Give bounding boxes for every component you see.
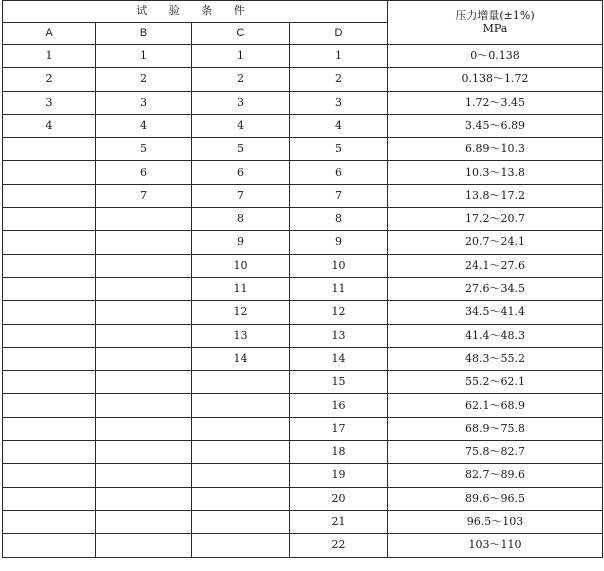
cell-d: 14 <box>290 347 388 370</box>
cell-pressure-range: 68.9～75.8 <box>388 417 603 440</box>
cell-b <box>96 301 192 324</box>
column-header-b: B <box>96 23 192 45</box>
cell-d: 21 <box>290 510 388 533</box>
cell-b: 4 <box>96 114 192 137</box>
cell-d: 2 <box>290 68 388 91</box>
table-row <box>3 394 603 417</box>
cell-d: 19 <box>290 464 388 487</box>
table-row <box>3 138 603 161</box>
cell-c: 9 <box>192 231 290 254</box>
cell-c <box>192 371 290 394</box>
column-header-c: C <box>192 23 290 45</box>
pressure-header-unit: MPa <box>482 21 508 35</box>
cell-c: 14 <box>192 347 290 370</box>
cell-pressure-range: 10.3～13.8 <box>388 161 603 184</box>
cell-c: 6 <box>192 161 290 184</box>
cell-d: 12 <box>290 301 388 324</box>
cell-c: 1 <box>192 45 290 68</box>
table-row <box>3 114 603 137</box>
column-header-a: A <box>3 23 96 45</box>
test-conditions-table <box>2 0 603 558</box>
table-row <box>3 487 603 510</box>
cell-a <box>3 277 96 300</box>
cell-d: 22 <box>290 534 388 557</box>
cell-b: 6 <box>96 161 192 184</box>
cell-a <box>3 208 96 231</box>
cell-a <box>3 534 96 557</box>
cell-pressure-range: 96.5～103 <box>388 510 603 533</box>
cell-pressure-range: 1.72～3.45 <box>388 91 603 114</box>
cell-d: 10 <box>290 254 388 277</box>
cell-pressure-range: 0～0.138 <box>388 45 603 68</box>
table-row <box>3 464 603 487</box>
cell-pressure-range: 6.89～10.3 <box>388 138 603 161</box>
cell-d: 13 <box>290 324 388 347</box>
table-row <box>3 347 603 370</box>
cell-pressure-range: 17.2～20.7 <box>388 208 603 231</box>
cell-b <box>96 277 192 300</box>
cell-b <box>96 347 192 370</box>
cell-pressure-range: 89.6～96.5 <box>388 487 603 510</box>
cell-c <box>192 510 290 533</box>
cell-c: 5 <box>192 138 290 161</box>
cell-b <box>96 208 192 231</box>
table-row <box>3 254 603 277</box>
cell-b <box>96 534 192 557</box>
table-row <box>3 91 603 114</box>
cell-d: 5 <box>290 138 388 161</box>
cell-a <box>3 441 96 464</box>
cell-d: 15 <box>290 371 388 394</box>
cell-b <box>96 324 192 347</box>
cell-b <box>96 254 192 277</box>
cell-d: 18 <box>290 441 388 464</box>
cell-pressure-range: 27.6～34.5 <box>388 277 603 300</box>
cell-c <box>192 464 290 487</box>
cell-b <box>96 394 192 417</box>
cell-d: 9 <box>290 231 388 254</box>
table-row <box>3 534 603 557</box>
cell-b <box>96 441 192 464</box>
cell-c <box>192 417 290 440</box>
table-row <box>3 417 603 440</box>
cell-a <box>3 231 96 254</box>
cell-a: 4 <box>3 114 96 137</box>
table-row <box>3 371 603 394</box>
cell-pressure-range: 24.1～27.6 <box>388 254 603 277</box>
table-row <box>3 441 603 464</box>
table-row <box>3 510 603 533</box>
cell-c: 8 <box>192 208 290 231</box>
cell-c: 2 <box>192 68 290 91</box>
cell-pressure-range: 41.4～48.3 <box>388 324 603 347</box>
cell-d: 7 <box>290 184 388 207</box>
cell-a <box>3 487 96 510</box>
cell-a <box>3 184 96 207</box>
cell-d: 3 <box>290 91 388 114</box>
cell-a: 3 <box>3 91 96 114</box>
cell-b: 1 <box>96 45 192 68</box>
cell-b: 7 <box>96 184 192 207</box>
cell-d: 6 <box>290 161 388 184</box>
cell-c <box>192 441 290 464</box>
cell-a <box>3 324 96 347</box>
cell-c <box>192 394 290 417</box>
cell-d: 20 <box>290 487 388 510</box>
cell-a <box>3 417 96 440</box>
table-row <box>3 231 603 254</box>
cell-a <box>3 161 96 184</box>
table-row <box>3 277 603 300</box>
table-row <box>3 68 603 91</box>
cell-pressure-range: 13.8～17.2 <box>388 184 603 207</box>
cell-d: 1 <box>290 45 388 68</box>
cell-c <box>192 487 290 510</box>
pressure-header-label: 压力增量(±1%) <box>455 9 535 23</box>
cell-c: 3 <box>192 91 290 114</box>
table-row <box>3 184 603 207</box>
pressure-increment-header <box>388 1 603 45</box>
cell-pressure-range: 103～110 <box>388 534 603 557</box>
cell-a <box>3 464 96 487</box>
cell-a <box>3 301 96 324</box>
cell-b <box>96 464 192 487</box>
cell-a: 1 <box>3 45 96 68</box>
cell-b <box>96 487 192 510</box>
cell-c: 4 <box>192 114 290 137</box>
table-row <box>3 301 603 324</box>
table-row <box>3 161 603 184</box>
cell-pressure-range: 55.2～62.1 <box>388 371 603 394</box>
cell-b <box>96 510 192 533</box>
cell-c <box>192 534 290 557</box>
cell-c: 10 <box>192 254 290 277</box>
cell-d: 16 <box>290 394 388 417</box>
cell-a <box>3 138 96 161</box>
cell-d: 11 <box>290 277 388 300</box>
cell-pressure-range: 3.45～6.89 <box>388 114 603 137</box>
cell-a <box>3 254 96 277</box>
column-header-d: D <box>290 23 388 45</box>
cell-pressure-range: 82.7～89.6 <box>388 464 603 487</box>
cell-pressure-range: 62.1～68.9 <box>388 394 603 417</box>
cell-c: 7 <box>192 184 290 207</box>
cell-pressure-range: 34.5～41.4 <box>388 301 603 324</box>
table-body <box>3 45 603 558</box>
cell-c: 12 <box>192 301 290 324</box>
cell-d: 17 <box>290 417 388 440</box>
cell-a <box>3 510 96 533</box>
table-row <box>3 45 603 68</box>
cell-pressure-range: 75.8～82.7 <box>388 441 603 464</box>
cell-a <box>3 394 96 417</box>
cell-b <box>96 231 192 254</box>
cell-b: 5 <box>96 138 192 161</box>
cell-a <box>3 347 96 370</box>
cell-b <box>96 417 192 440</box>
cell-b: 2 <box>96 68 192 91</box>
cell-a: 2 <box>3 68 96 91</box>
cell-pressure-range: 20.7～24.1 <box>388 231 603 254</box>
cell-d: 8 <box>290 208 388 231</box>
cell-c: 11 <box>192 277 290 300</box>
table-row <box>3 324 603 347</box>
table-row <box>3 208 603 231</box>
cell-c: 13 <box>192 324 290 347</box>
test-conditions-header: 试 验 条 件 <box>3 1 388 23</box>
cell-a <box>3 371 96 394</box>
cell-b: 3 <box>96 91 192 114</box>
cell-d: 4 <box>290 114 388 137</box>
cell-pressure-range: 0.138～1.72 <box>388 68 603 91</box>
cell-b <box>96 371 192 394</box>
cell-pressure-range: 48.3～55.2 <box>388 347 603 370</box>
